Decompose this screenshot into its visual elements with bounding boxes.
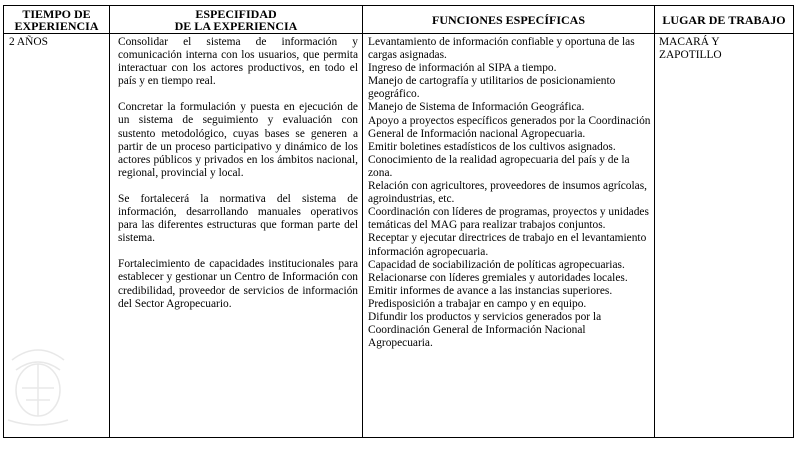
cell-lugar [655,34,794,438]
funcion-item: Difundir los productos y servicios generados por la Coordinación General de Información Nacional Agropecuaria. [368,310,602,350]
especificidad-paragraph: Concretar la formulación y puesta en ejecución de un sistema de seguimiento y evaluación con sustento metodológico, cuyas bases se generen a partir de un proceso participativo y dinámico de los actores públicos y privados en los ámbitos nacional, regional, provincial y local. [118,101,358,179]
funcion-item: Emitir boletines estadísticos de los cultivos asignados. [368,140,616,153]
funcion-item: Coordinación con líderes de programas, proyectos y unidades temáticas del MAG para realizar trabajos conjuntos. [368,206,649,232]
lugar-line1: MACARÁ Y [659,36,720,48]
experience-table [3,5,794,438]
header-tiempo-line2: EXPERIENCIA [14,18,99,33]
header-especificidad [110,6,363,34]
table-row [4,34,794,438]
especificidad-paragraph: Fortalecimiento de capacidades institucionales para establecer y gestionar un Centro de Información con credibilidad, proveedor de servicios de información del Sector Agropecuario. [118,258,358,310]
funcion-item: Capacidad de sociabilización de políticas agropecuarias. [368,258,625,271]
table-header-row [4,6,794,34]
funcion-item: Manejo de Sistema de Información Geográfica. [368,101,585,114]
tiempo-value: 2 AÑOS [9,36,48,48]
header-tiempo-line1: TIEMPO DE [22,6,91,21]
especificidad-paragraph: Se fortalecerá la normativa del sistema de información, desarrollando manuales operativos para las diferentes estructuras que forman parte del sistema. [118,192,358,245]
header-tiempo [4,6,110,34]
especificidad-paragraph: Consolidar el sistema de información y comunicación interna con los usuarios, que permita interactuar con los actores productivos, en todo el país y en tiempo real. [118,36,358,88]
funcion-item: Manejo de cartografía y utilitarios de posicionamiento geográfico. [368,75,616,101]
header-funciones: FUNCIONES ESPECÍFICAS [363,6,655,34]
cell-funciones [363,34,655,438]
funcion-item: Conocimiento de la realidad agropecuaria del país y de la zona. [368,153,630,179]
cell-tiempo [4,34,110,438]
funcion-item: Apoyo a proyectos específicos generados por la Coordinación General de Información nacional Agropecuaria. [368,114,651,140]
header-lugar: LUGAR DE TRABAJO [655,6,794,34]
funcion-item: Predisposición a trabajar en campo y en equipo. [368,297,587,310]
header-especificidad-line2: DE LA EXPERIENCIA [174,18,298,33]
funcion-item: Emitir informes de avance a las instancias superiores. [368,284,613,297]
funcion-item: Relación con agricultores, proveedores de insumos agrícolas, agroindustrias, etc. [368,180,647,206]
cell-especificidad [110,34,363,438]
funcion-item: Relacionarse con líderes gremiales y autoridades locales. [368,271,628,284]
funcion-item: Ingreso de información al SIPA a tiempo. [368,62,557,75]
funcion-item: Receptar y ejecutar directrices de trabajo en el levantamiento información agropecuaria. [368,232,647,258]
header-especificidad-line1: ESPECIFIDAD [195,6,277,21]
funcion-item: Levantamiento de información confiable y oportuna de las cargas asignadas. [368,36,635,62]
lugar-line2: ZAPOTILLO [659,49,722,62]
